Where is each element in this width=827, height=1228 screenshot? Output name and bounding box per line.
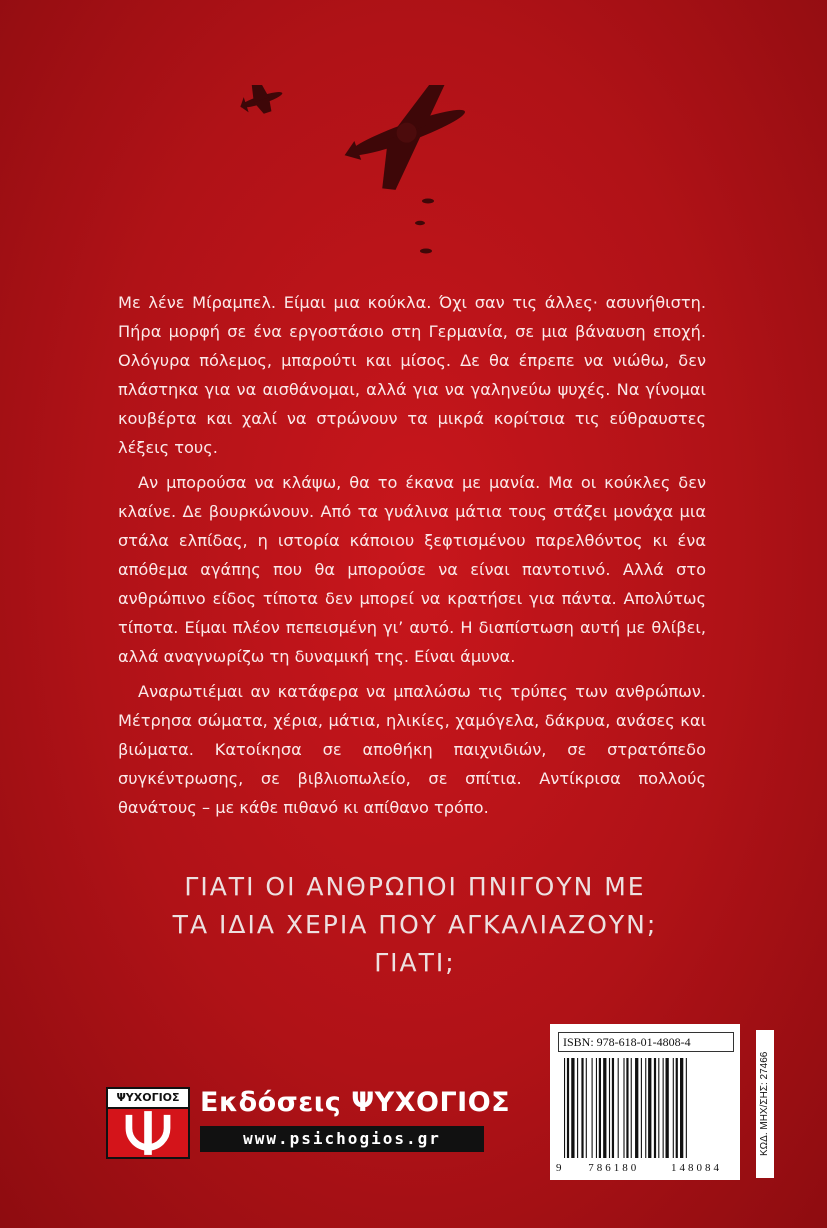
barcode-digits-right: 148084 bbox=[671, 1162, 722, 1174]
bomb-icon bbox=[422, 199, 434, 204]
back-cover-blurb bbox=[118, 288, 706, 828]
blurb-paragraph-2: Αν μπορούσα να κλάψω, θα το έκανα με μανία. Μα οι κούκλες δεν κλαίνε. Δε βουρκώνουν. Από τα γυάλινα μάτια τους στάζει μονάχα μια στάλα ελπίδας, η ιστορία κάποιου ξεφτισμένου παρελθόντος κι ένα απόθεμα αγάπης που θα μπορούσε να είναι παντοτινό. Αλλά στο ανθρώπινο είδος τίποτα δεν μπορεί να κρατήσει για πάντα. Απολύτως τίποτα. Είμαι πλέον πεπεισμένη γι’ αυτό. Η διαπίστωση αυτή με θλίβει, αλλά αναγνωρίζω τη δυναμική της. Είναι άμυνα. bbox=[118, 473, 706, 666]
barcode-icon bbox=[562, 1058, 732, 1164]
blurb-paragraph-3: Αναρωτιέμαι αν κατάφερα να μπαλώσω τις τρύπες των ανθρώπων. Μέτρησα σώματα, χέρια, μάτια, ηλικίες, χαμόγελα, δάκρυα, ανάσες και βιώματα. Κατοίκησα σε αποθήκη παιχνιδιών, σε στρατόπεδο συγκέντρωσης, σε βιβλιοπωλείο, σε σπίτια. Αντίκρισα πολλούς θανάτους – με κάθε πιθανό κι απίθανο τρόπο. bbox=[118, 682, 706, 817]
tagline bbox=[150, 868, 680, 982]
barcode-digit-lead: 9 bbox=[556, 1162, 562, 1174]
logo-text: ΨΥΧΟΓΙΟΣ bbox=[106, 1087, 190, 1109]
product-code: ΚΩΔ. ΜΗΧ/ΣΗΣ: 27466 bbox=[756, 1030, 774, 1178]
blurb-paragraph-1: Με λένε Μίραμπελ. Είμαι μια κούκλα. Όχι σαν τις άλλες· ασυνήθιστη. Πήρα μορφή σε ένα εργοστάσιο στη Γερμανία, σε μια βάναυση εποχή. Ολόγυρα πόλεμος, μπαρούτι και μίσος. Δε θα έπρεπε να νιώθω, δεν πλάστηκα για να αισθάνομαι, αλλά για να γαληνεύω ψυχές. Να γίνομαι κουβέρτα και χαλί να στρώνουν τα μικρά κορίτσια τις εύθραυστες λέξεις τους. bbox=[118, 293, 706, 457]
tagline-line-1: ΓΙΑΤΙ ΟΙ ΑΝΘΡΩΠΟΙ ΠΝΙΓΟΥΝ ΜΕ bbox=[184, 872, 646, 901]
barcode-digits bbox=[556, 1162, 736, 1174]
barcode-panel bbox=[550, 1024, 740, 1180]
bomber-plane-icon bbox=[330, 85, 480, 202]
tagline-line-2: ΤΑ ΙΔΙΑ ΧΕΡΙΑ ΠΟΥ ΑΓΚΑΛΙΑΖΟΥΝ; ΓΙΑΤΙ; bbox=[172, 910, 658, 977]
bomb-icon bbox=[415, 221, 425, 225]
publisher-name: Εκδόσεις ΨΥΧΟΓΙΟΣ bbox=[200, 1087, 511, 1118]
bomb-icon bbox=[420, 249, 432, 254]
psi-icon bbox=[106, 1109, 190, 1159]
publisher-website: www.psichogios.gr bbox=[200, 1126, 484, 1152]
small-plane-icon bbox=[234, 85, 286, 120]
barcode-digits-left: 786180 bbox=[588, 1162, 640, 1174]
isbn-label: ISBN: 978-618-01-4808-4 bbox=[558, 1032, 734, 1052]
publisher-logo bbox=[106, 1087, 190, 1159]
warplanes-illustration bbox=[220, 85, 480, 265]
